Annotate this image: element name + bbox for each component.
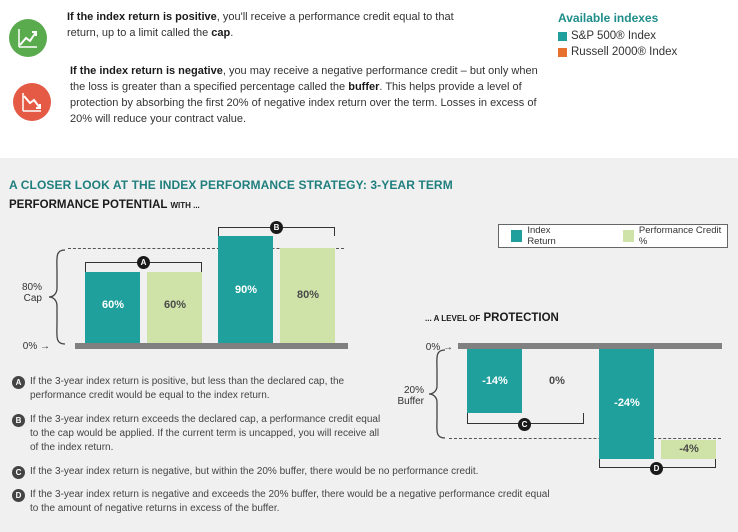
- note-d-text: If the 3-year index return is negative and exceeds the 20% buffer, there would be a negative performance credit equal to the amount of negative returns in excess of the buffer.: [30, 489, 550, 514]
- note-d: [12, 488, 552, 516]
- potential-axis: [75, 343, 348, 349]
- index-item-russell2000: Russell 2000® Index: [558, 44, 677, 60]
- zero-label-protection: 0% →: [425, 342, 453, 353]
- bar-b-credit-label: 80%: [296, 289, 320, 301]
- note-b: [12, 413, 382, 455]
- bar-c-credit-label: 0%: [549, 375, 565, 387]
- positive-return-text: If the index return is positive, you'll receive a performance credit equal to that return, up to a limit called the cap.: [67, 11, 454, 39]
- bar-a-index-label: 60%: [101, 299, 125, 311]
- cap-brace: [47, 248, 67, 346]
- index-item-sp500: S&P 500® Index: [558, 28, 677, 44]
- note-c: [12, 465, 572, 479]
- marker-a: A: [137, 256, 150, 269]
- buffer-label: 20% Buffer: [397, 385, 424, 407]
- bar-d-index-label: -24%: [614, 397, 640, 409]
- negative-return-text: If the index return is negative, you may receive a negative performance credit – but only when the loss is greater than a specified percentage called the buffer. This helps provide a level of protection by absorbing the first 20% of negative index return over the term. Losses in excess of 20% will reduce your contract value.: [70, 65, 538, 125]
- note-c-text: If the 3-year index return is negative, but within the 20% buffer, there would be no performance credit.: [30, 466, 479, 477]
- note-b-text: If the 3-year index return exceeds the declared cap, a performance credit equal to the cap would be applied. If the current term is uncapped, you will receive all of the index return.: [30, 414, 381, 453]
- buffer-brace: [427, 348, 447, 440]
- indexes-list: [558, 28, 677, 60]
- legend-performance-credit: Performance Credit %: [638, 225, 722, 247]
- note-b-marker: B: [12, 414, 25, 427]
- note-a-text: If the 3-year index return is positive, but less than the declared cap, the performance credit would be equal to the index return.: [30, 376, 345, 401]
- bar-b-index-label: 90%: [234, 284, 258, 296]
- decline-chart-icon: [13, 83, 51, 121]
- chart-legend: [498, 224, 728, 248]
- available-indexes-title: Available indexes: [558, 11, 659, 25]
- note-d-marker: D: [12, 489, 25, 502]
- note-c-marker: C: [12, 466, 25, 479]
- performance-potential-title: PERFORMANCE POTENTIAL WITH ...: [9, 199, 200, 211]
- bar-d-credit-label: -4%: [679, 443, 699, 455]
- growth-chart-icon: [9, 19, 47, 57]
- zero-label-potential: 0% →: [22, 341, 50, 352]
- note-a-marker: A: [12, 376, 25, 389]
- bar-a-credit-label: 60%: [163, 299, 187, 311]
- protection-title: ... A LEVEL OF PROTECTION: [425, 312, 559, 324]
- note-a: [12, 375, 362, 403]
- marker-b: B: [270, 221, 283, 234]
- section-title: A CLOSER LOOK AT THE INDEX PERFORMANCE STRATEGY: 3-YEAR TERM: [9, 178, 453, 192]
- bar-c-index-label: -14%: [482, 375, 508, 387]
- buffer-dashed-line: [449, 438, 721, 439]
- cap-label: 80% Cap: [21, 282, 42, 304]
- marker-c: C: [518, 418, 531, 431]
- legend-index-return: Index Return: [527, 225, 556, 247]
- marker-d: D: [650, 462, 663, 475]
